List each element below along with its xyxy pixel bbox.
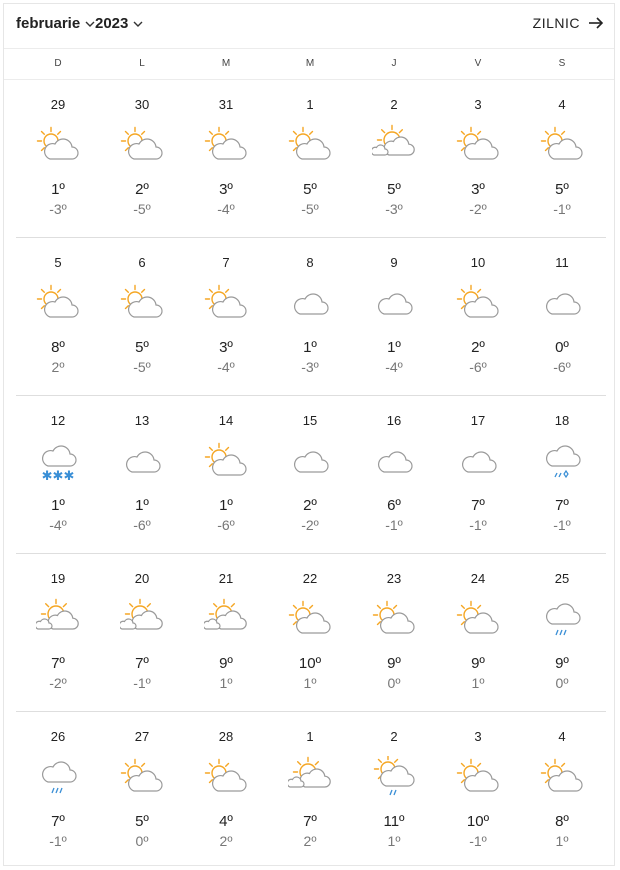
cloud-icon: [372, 282, 416, 326]
day-number: 22: [302, 571, 318, 586]
snow-icon: [36, 440, 80, 484]
sun-cloud-icon: [456, 598, 500, 642]
min-temperature: 2º: [219, 833, 233, 849]
svg-text:✱✱✱: ✱✱✱: [41, 469, 75, 484]
max-temperature: 0º: [555, 339, 569, 356]
max-temperature: 5º: [387, 181, 401, 198]
calendar-widget: [3, 3, 615, 866]
day-number: 17: [470, 413, 486, 428]
arrow-right-icon: [588, 16, 604, 30]
min-temperature: -2º: [49, 675, 67, 691]
min-temperature: -3º: [385, 201, 403, 217]
sun-cloud-icon: [456, 124, 500, 168]
day-number: 31: [218, 97, 234, 112]
calendar-day-cell[interactable]: [352, 712, 436, 867]
max-temperature: 1º: [219, 497, 233, 514]
max-temperature: 3º: [219, 181, 233, 198]
calendar-day-cell[interactable]: [520, 712, 604, 867]
day-number: 9: [390, 255, 398, 270]
sun-clouds-icon: [120, 598, 164, 642]
month-dropdown[interactable]: [16, 15, 96, 32]
max-temperature: 7º: [555, 497, 569, 514]
calendar-day-cell[interactable]: [268, 80, 352, 235]
calendar-day-cell[interactable]: [520, 396, 604, 551]
calendar-day-cell[interactable]: [16, 396, 100, 551]
min-temperature: 1º: [555, 833, 569, 849]
min-temperature: -1º: [385, 517, 403, 533]
sun-cloud-icon: [36, 282, 80, 326]
weekday-label: M: [305, 58, 315, 69]
min-temperature: -5º: [133, 201, 151, 217]
weekday-label: L: [139, 58, 145, 69]
day-number: 16: [386, 413, 402, 428]
sleet-icon: [540, 440, 584, 484]
min-temperature: -4º: [49, 517, 67, 533]
min-temperature: -5º: [301, 201, 319, 217]
max-temperature: 3º: [471, 181, 485, 198]
calendar-day-cell[interactable]: [268, 554, 352, 709]
cloud-icon: [120, 440, 164, 484]
calendar-header: [4, 4, 614, 48]
max-temperature: 9º: [555, 655, 569, 672]
min-temperature: 1º: [387, 833, 401, 849]
calendar-day-cell[interactable]: [184, 238, 268, 393]
min-temperature: -3º: [301, 359, 319, 375]
cloud-icon: [372, 440, 416, 484]
daily-view-link[interactable]: [533, 15, 604, 31]
day-number: 10: [470, 255, 486, 270]
min-temperature: 0º: [555, 675, 569, 691]
day-number: 5: [54, 255, 62, 270]
max-temperature: 9º: [387, 655, 401, 672]
weekday-label: M: [221, 58, 231, 69]
max-temperature: 1º: [135, 497, 149, 514]
max-temperature: 9º: [219, 655, 233, 672]
weekday-label: V: [474, 58, 482, 69]
calendar-day-cell[interactable]: [352, 238, 436, 393]
max-temperature: 7º: [135, 655, 149, 672]
calendar-day-cell[interactable]: [268, 396, 352, 551]
day-number: 1: [306, 97, 314, 112]
day-number: 28: [218, 729, 234, 744]
calendar-week-row: [16, 396, 606, 554]
calendar-day-cell[interactable]: [436, 238, 520, 393]
day-number: 3: [474, 97, 482, 112]
sun-cloud-icon: [456, 756, 500, 800]
cloud-icon: [456, 440, 500, 484]
max-temperature: 8º: [555, 813, 569, 830]
calendar-day-cell[interactable]: [16, 712, 100, 867]
day-number: 30: [134, 97, 150, 112]
day-number: 7: [222, 255, 230, 270]
sun-cloud-icon: [456, 282, 500, 326]
calendar-week-row: [16, 238, 606, 396]
day-number: 26: [50, 729, 66, 744]
calendar-day-cell[interactable]: [436, 396, 520, 551]
cloud-icon: [288, 440, 332, 484]
chevron-down-icon: [132, 18, 144, 30]
min-temperature: -1º: [469, 833, 487, 849]
max-temperature: 10º: [466, 813, 490, 830]
max-temperature: 7º: [303, 813, 317, 830]
max-temperature: 6º: [387, 497, 401, 514]
max-temperature: 9º: [471, 655, 485, 672]
day-number: 23: [386, 571, 402, 586]
calendar-day-cell[interactable]: [436, 554, 520, 709]
sun-cloud-icon: [288, 598, 332, 642]
day-number: 27: [134, 729, 150, 744]
max-temperature: 10º: [298, 655, 322, 672]
rain-icon: [36, 756, 80, 800]
day-number: 29: [50, 97, 66, 112]
calendar-day-cell[interactable]: [352, 396, 436, 551]
sun-cloud-icon: [36, 124, 80, 168]
day-number: 2: [390, 729, 398, 744]
calendar-day-cell[interactable]: [184, 80, 268, 235]
cloud-icon: [288, 282, 332, 326]
weekday-label: D: [54, 58, 62, 69]
rain-icon: [540, 598, 584, 642]
month-label: februarie: [16, 15, 81, 32]
max-temperature: 5º: [135, 339, 149, 356]
calendar-day-cell[interactable]: [436, 712, 520, 867]
max-temperature: 2º: [471, 339, 485, 356]
calendar-day-cell[interactable]: [268, 238, 352, 393]
max-temperature: 1º: [387, 339, 401, 356]
year-dropdown[interactable]: [95, 15, 144, 32]
day-number: 12: [50, 413, 66, 428]
calendar-day-cell[interactable]: [100, 554, 184, 709]
min-temperature: -1º: [49, 833, 67, 849]
min-temperature: 1º: [471, 675, 485, 691]
calendar-day-cell[interactable]: [352, 554, 436, 709]
min-temperature: -4º: [217, 201, 235, 217]
sun-cloud-icon: [372, 598, 416, 642]
calendar-day-cell[interactable]: [436, 80, 520, 235]
min-temperature: -1º: [553, 201, 571, 217]
max-temperature: 5º: [135, 813, 149, 830]
day-number: 18: [554, 413, 570, 428]
weekday-label: J: [391, 58, 397, 69]
min-temperature: -4º: [385, 359, 403, 375]
min-temperature: -1º: [553, 517, 571, 533]
sun-clouds-icon: [288, 756, 332, 800]
day-number: 3: [474, 729, 482, 744]
daily-view-label: ZILNIC: [532, 15, 580, 31]
calendar-week-row: [16, 712, 606, 870]
cloud-icon: [540, 282, 584, 326]
min-temperature: -2º: [301, 517, 319, 533]
min-temperature: -1º: [133, 675, 151, 691]
sun-cloud-icon: [204, 756, 248, 800]
day-number: 4: [558, 729, 566, 744]
sun-clouds-icon: [204, 598, 248, 642]
year-label: 2023: [95, 15, 129, 32]
day-number: 24: [470, 571, 486, 586]
calendar-day-cell[interactable]: [100, 712, 184, 867]
calendar-day-cell[interactable]: [184, 554, 268, 709]
max-temperature: 4º: [219, 813, 233, 830]
max-temperature: 2º: [303, 497, 317, 514]
min-temperature: 2º: [303, 833, 317, 849]
calendar-day-cell[interactable]: [352, 80, 436, 235]
day-number: 13: [134, 413, 150, 428]
day-number: 2: [390, 97, 398, 112]
min-temperature: -6º: [553, 359, 571, 375]
calendar-week-row: [16, 80, 606, 238]
sun-clouds-icon: [372, 124, 416, 168]
weekday-label: S: [558, 58, 566, 69]
calendar-day-cell[interactable]: [100, 396, 184, 551]
calendar-day-cell[interactable]: [184, 712, 268, 867]
max-temperature: 2º: [135, 181, 149, 198]
max-temperature: 7º: [471, 497, 485, 514]
day-number: 14: [218, 413, 234, 428]
calendar-day-cell[interactable]: [520, 80, 604, 235]
sun-cloud-icon: [540, 756, 584, 800]
max-temperature: 7º: [51, 655, 65, 672]
sun-cloud-icon: [288, 124, 332, 168]
min-temperature: 1º: [303, 675, 317, 691]
min-temperature: 0º: [387, 675, 401, 691]
day-number: 19: [50, 571, 66, 586]
max-temperature: 8º: [51, 339, 65, 356]
calendar-day-cell[interactable]: [268, 712, 352, 867]
min-temperature: -5º: [133, 359, 151, 375]
max-temperature: 1º: [303, 339, 317, 356]
calendar-day-cell[interactable]: [520, 238, 604, 393]
day-number: 11: [555, 255, 569, 270]
calendar-day-cell[interactable]: [16, 554, 100, 709]
max-temperature: 7º: [51, 813, 65, 830]
calendar-day-cell[interactable]: [184, 396, 268, 551]
weekday-header-row: [4, 48, 614, 80]
sun-cloud-icon: [540, 124, 584, 168]
min-temperature: 1º: [219, 675, 233, 691]
max-temperature: 5º: [555, 181, 569, 198]
calendar-day-cell[interactable]: [520, 554, 604, 709]
max-temperature: 1º: [51, 181, 65, 198]
max-temperature: 5º: [303, 181, 317, 198]
sun-rain-icon: [372, 756, 416, 800]
min-temperature: -4º: [217, 359, 235, 375]
sun-clouds-icon: [36, 598, 80, 642]
calendar-week-row: [16, 554, 606, 712]
min-temperature: -2º: [469, 201, 487, 217]
min-temperature: -3º: [49, 201, 67, 217]
min-temperature: -6º: [469, 359, 487, 375]
sun-cloud-icon: [120, 756, 164, 800]
min-temperature: -1º: [469, 517, 487, 533]
min-temperature: 2º: [51, 359, 65, 375]
sun-cloud-icon: [204, 282, 248, 326]
sun-cloud-icon: [204, 124, 248, 168]
day-number: 20: [134, 571, 150, 586]
day-number: 6: [138, 255, 146, 270]
calendar-day-cell[interactable]: [100, 238, 184, 393]
min-temperature: -6º: [133, 517, 151, 533]
max-temperature: 1º: [51, 497, 65, 514]
sun-cloud-icon: [120, 124, 164, 168]
day-number: 15: [302, 413, 318, 428]
sun-cloud-icon: [204, 440, 248, 484]
day-number: 21: [218, 571, 234, 586]
sun-cloud-icon: [120, 282, 164, 326]
calendar-day-cell[interactable]: [16, 80, 100, 235]
max-temperature: 3º: [219, 339, 233, 356]
max-temperature: 11º: [383, 813, 405, 830]
min-temperature: -6º: [217, 517, 235, 533]
day-number: 4: [558, 97, 566, 112]
day-number: 1: [306, 729, 314, 744]
day-number: 8: [306, 255, 314, 270]
min-temperature: 0º: [135, 833, 149, 849]
day-number: 25: [554, 571, 570, 586]
calendar-day-cell[interactable]: [16, 238, 100, 393]
calendar-day-cell[interactable]: [100, 80, 184, 235]
